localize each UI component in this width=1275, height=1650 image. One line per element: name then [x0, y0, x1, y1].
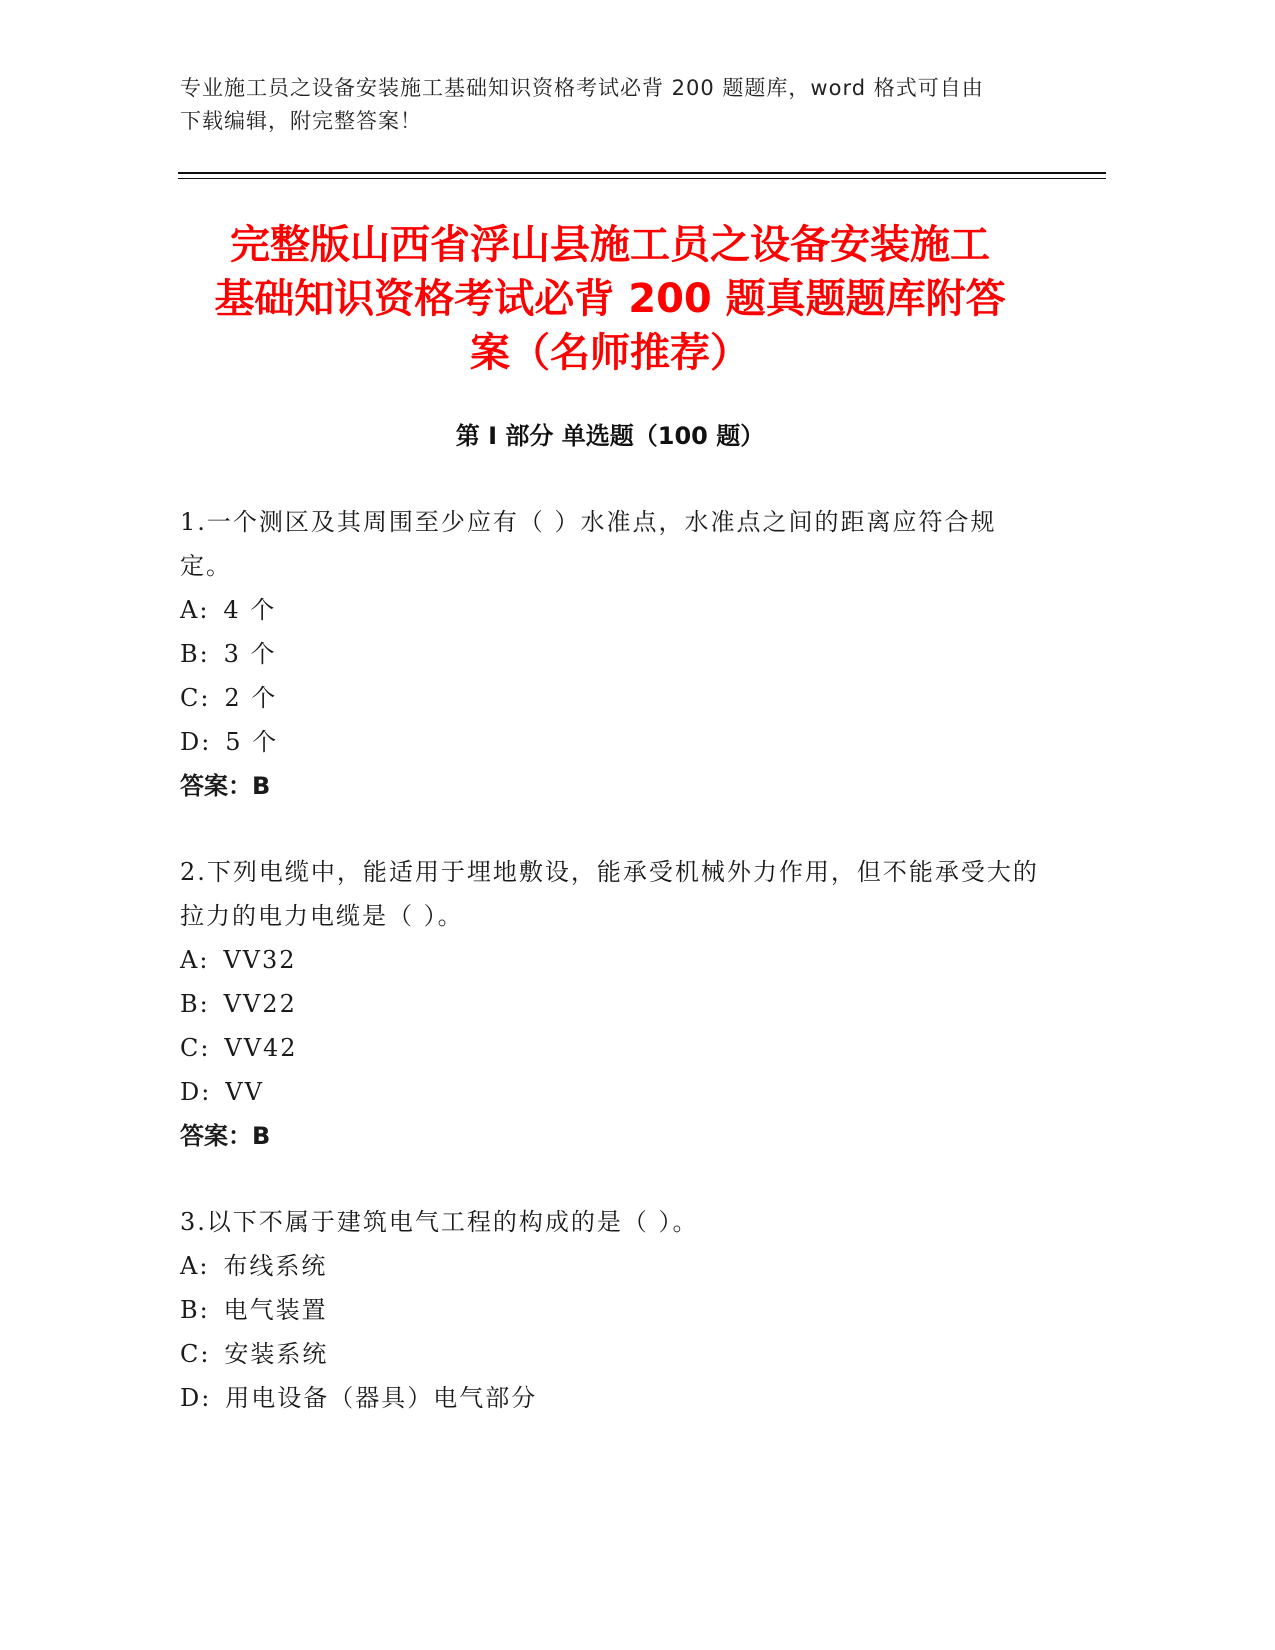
option-d: D: 用电设备（器具）电气部分	[180, 1384, 538, 1412]
section-heading: 第 I 部分 单选题（100 题）	[455, 422, 765, 450]
header-divider-thin	[178, 178, 1106, 179]
option-c: C: 安装系统	[180, 1340, 329, 1368]
option-d: D: 5 个	[180, 728, 279, 756]
option-d: D: VV	[180, 1078, 264, 1106]
title-line-3: 案（名师推荐）	[470, 330, 750, 376]
option-a: A: 布线系统	[180, 1252, 328, 1280]
question-list	[180, 500, 1040, 1462]
title-line-2: 基础知识资格考试必背 200 题真题题库附答	[214, 276, 1006, 322]
option-a: A: 4 个	[180, 596, 277, 624]
option-b: B: 3 个	[180, 640, 277, 668]
answer: 答案：B	[180, 772, 271, 800]
option-b: B: VV22	[180, 990, 297, 1018]
question-3	[180, 1200, 1040, 1420]
title-line-1: 完整版山西省浮山县施工员之设备安装施工	[230, 222, 990, 268]
document-title	[180, 218, 1040, 380]
option-a: A: VV32	[180, 946, 297, 974]
option-c: C: VV42	[180, 1034, 298, 1062]
header-divider-thick	[178, 172, 1106, 174]
header-note-line-1: 专业施工员之设备安装施工基础知识资格考试必背 200 题题库，word 格式可自由	[180, 76, 984, 100]
header-note	[180, 72, 1060, 138]
question-2	[180, 850, 1040, 1158]
answer: 答案：B	[180, 1122, 271, 1150]
question-1	[180, 500, 1040, 808]
option-c: C: 2 个	[180, 684, 278, 712]
header-note-line-2: 下载编辑，附完整答案！	[180, 109, 422, 133]
question-stem: 3.以下不属于建筑电气工程的构成的是（ ）。	[180, 1208, 699, 1236]
option-b: B: 电气装置	[180, 1296, 328, 1324]
question-stem: 1.一个测区及其周围至少应有（ ）水准点，水准点之间的距离应符合规定。	[180, 508, 997, 580]
question-stem: 2.下列电缆中，能适用于埋地敷设，能承受机械外力作用，但不能承受大的拉力的电力电缆是（ ）。	[180, 858, 1039, 930]
